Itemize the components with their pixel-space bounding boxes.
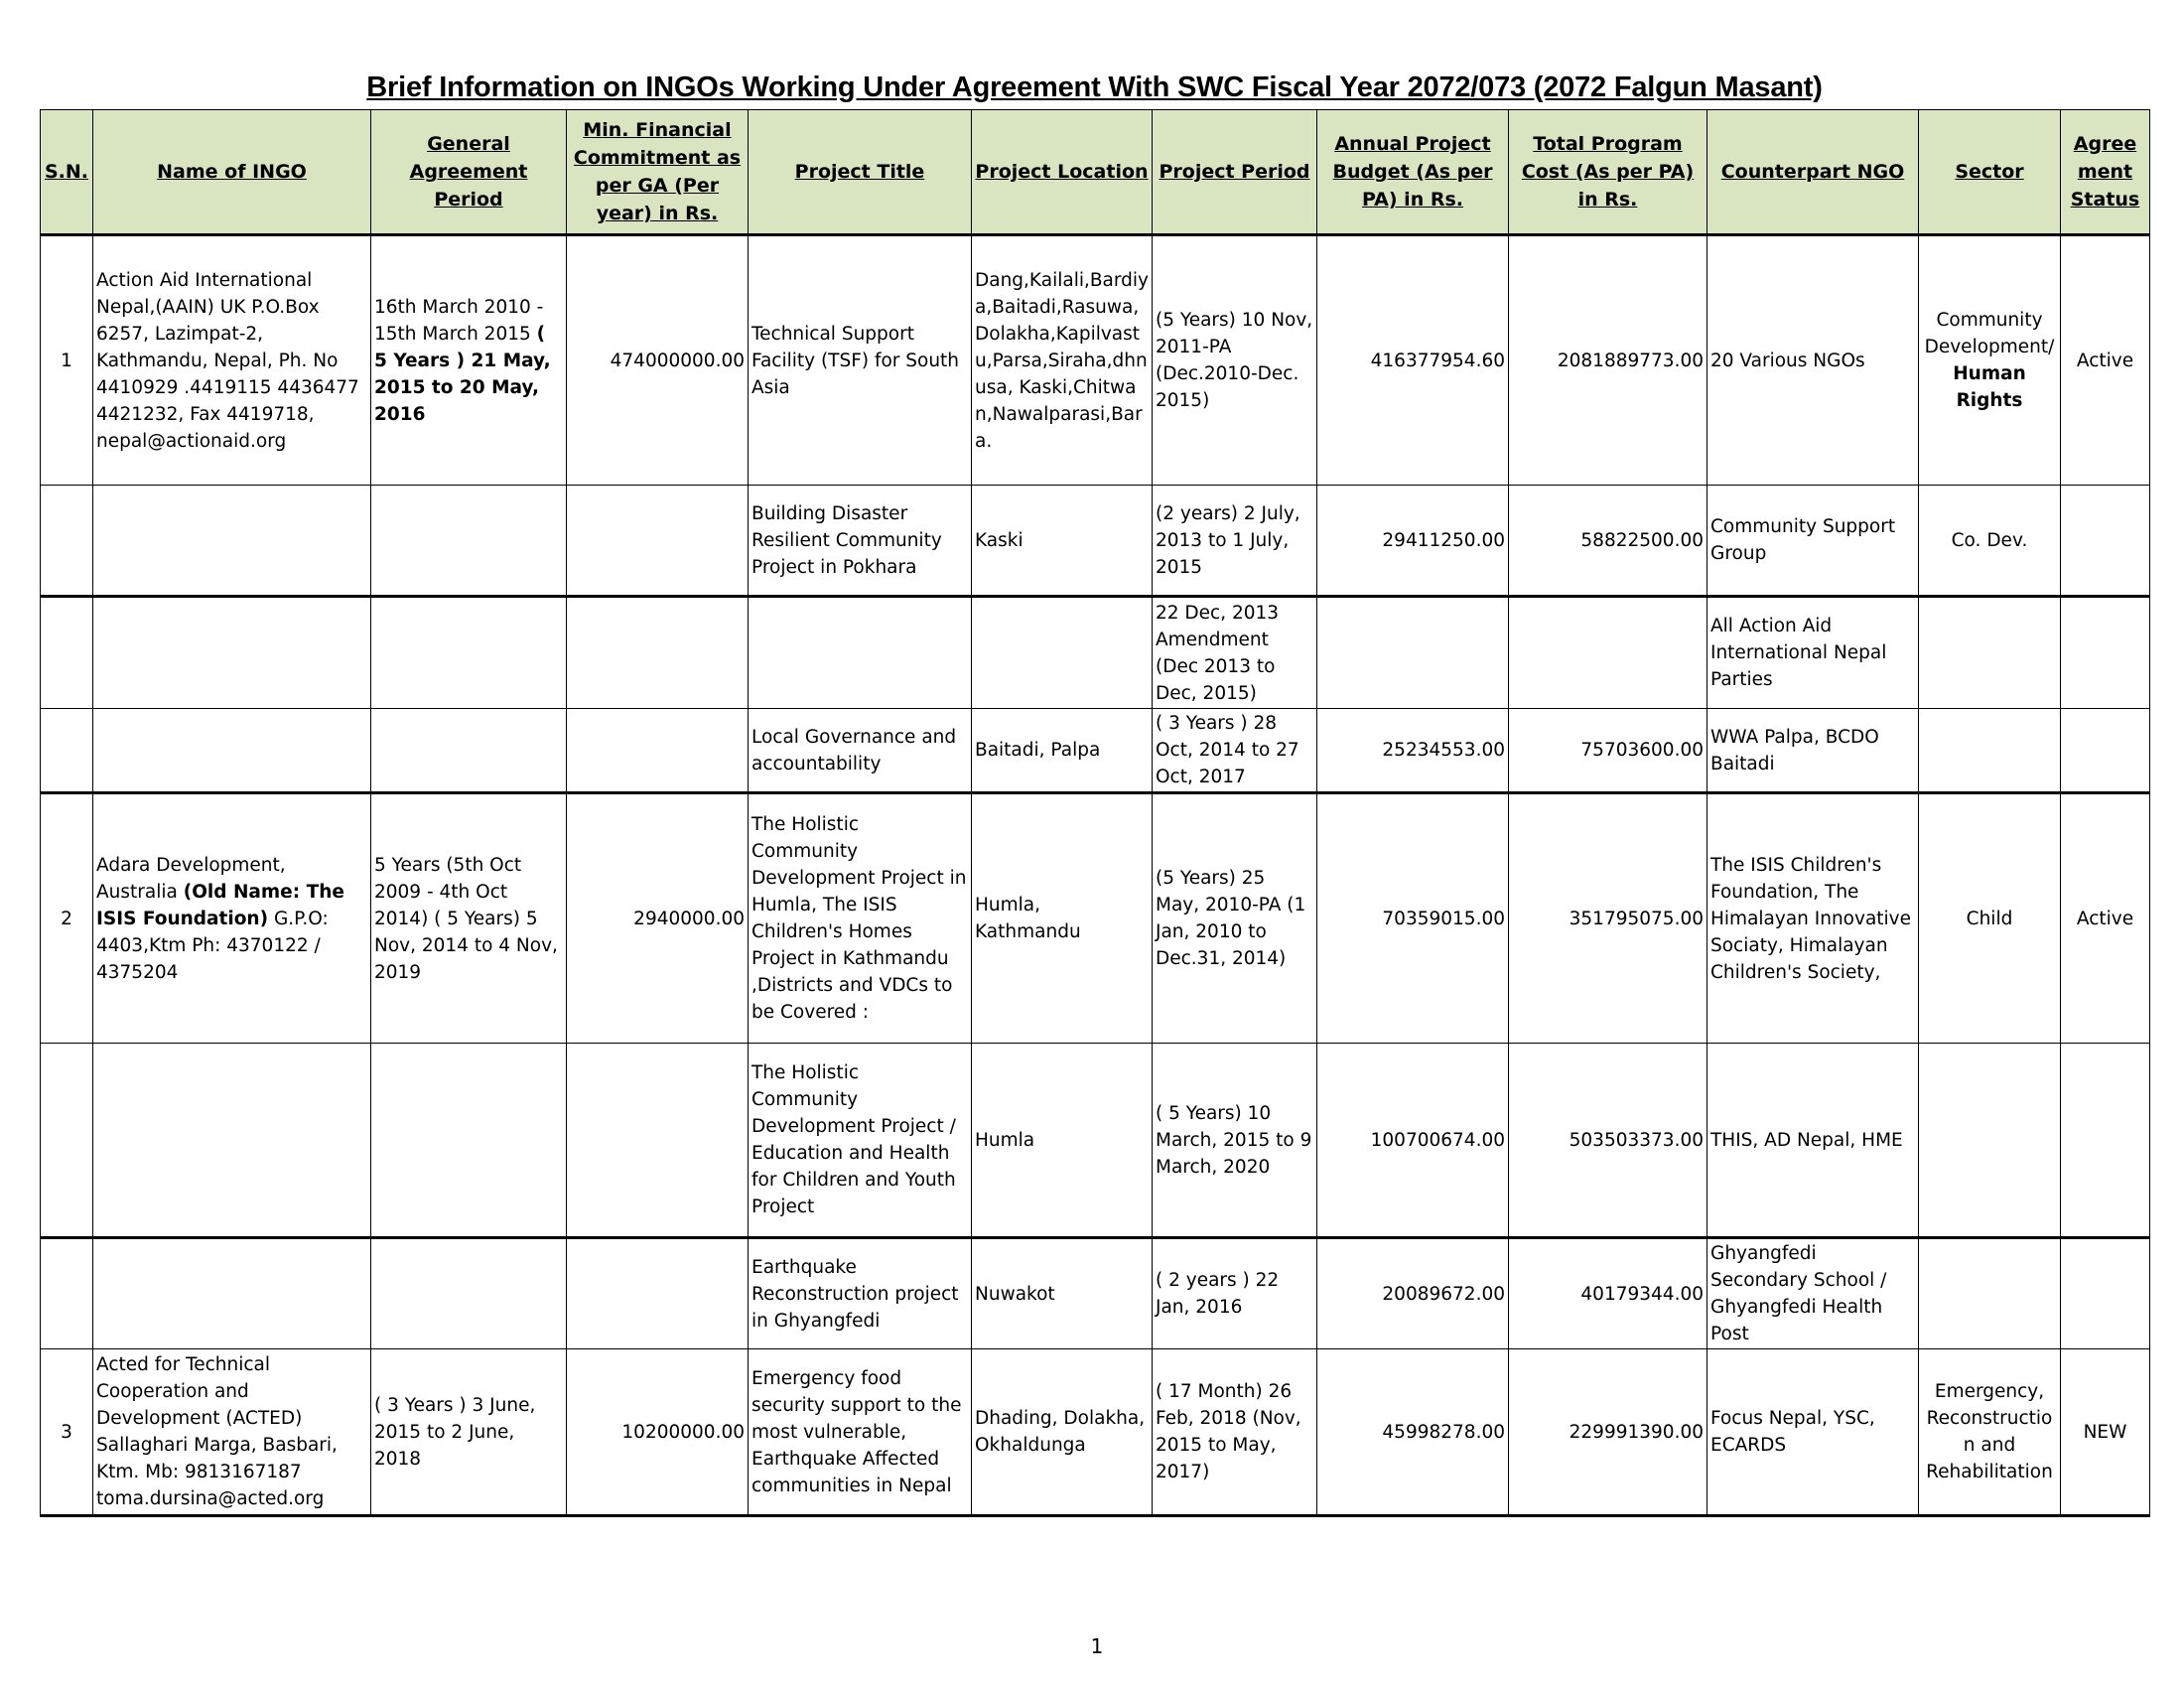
table-row xyxy=(41,1349,2150,1516)
cell-project-title: Emergency food security support to the most vulnerable, Earthquake Affected communities in Nepal xyxy=(749,1349,972,1516)
cell-name xyxy=(93,793,371,1044)
cell-counterpart: Community Support Group xyxy=(1707,486,1919,597)
cell-annual-budget: 20089672.00 xyxy=(1317,1238,1509,1349)
table-row xyxy=(41,235,2150,486)
sector-text: Community Development/ xyxy=(1924,310,2055,357)
cell-min-commitment: 10200000.00 xyxy=(567,1349,749,1516)
table-row xyxy=(41,709,2150,793)
cell-counterpart: The ISIS Children's Foundation, The Himalayan Innovative Sociaty, Himalayan Children's Society, xyxy=(1707,793,1919,1044)
cell-ga-period xyxy=(371,597,567,709)
cell-status xyxy=(2061,597,2150,709)
cell-min-commitment xyxy=(567,597,749,709)
cell-ga-period: 5 Years (5th Oct 2009 - 4th Oct 2014) ( 5 Years) 5 Nov, 2014 to 4 Nov, 2019 xyxy=(371,793,567,1044)
cell-total-cost: 229991390.00 xyxy=(1509,1349,1707,1516)
header-project-period: Project Period xyxy=(1153,110,1317,235)
name-text: Adara Development, Australia xyxy=(96,854,286,903)
cell-ga-period: ( 3 Years ) 3 June, 2015 to 2 June, 2018 xyxy=(371,1349,567,1516)
header-annual-budget: Annual Project Budget (As per PA) in Rs. xyxy=(1317,110,1509,235)
name-tail: G.P.O: 4403,Ktm Ph: 4370122 / 4375204 xyxy=(96,908,329,983)
cell-project-title: The Holistic Community Development Project / Education and Health for Children and Youth Project xyxy=(749,1044,972,1238)
cell-min-commitment xyxy=(567,486,749,597)
cell-annual-budget: 70359015.00 xyxy=(1317,793,1509,1044)
table-row xyxy=(41,1044,2150,1238)
cell-total-cost: 58822500.00 xyxy=(1509,486,1707,597)
cell-project-period: 22 Dec, 2013 Amendment (Dec 2013 to Dec, 2015) xyxy=(1153,597,1317,709)
header-min-commitment: Min. Financial Commitment as per GA (Per year) in Rs. xyxy=(567,110,749,235)
cell-project-location: Baitadi, Palpa xyxy=(972,709,1153,793)
header-counterpart: Counterpart NGO xyxy=(1707,110,1919,235)
header-project-location: Project Location xyxy=(972,110,1153,235)
cell-total-cost: 503503373.00 xyxy=(1509,1044,1707,1238)
cell-name xyxy=(93,597,371,709)
cell-min-commitment xyxy=(567,1238,749,1349)
header-sn: S.N. xyxy=(41,110,93,235)
cell-project-location xyxy=(972,597,1153,709)
cell-project-period: ( 3 Years ) 28 Oct, 2014 to 27 Oct, 2017 xyxy=(1153,709,1317,793)
page-number: 1 xyxy=(1090,1634,1104,1658)
cell-project-title: Building Disaster Resilient Community Project in Pokhara xyxy=(749,486,972,597)
cell-name xyxy=(93,1044,371,1238)
document-title: Brief Information on INGOs Working Under Agreement With SWC Fiscal Year 2072/073 (2072 Falgun Masant) xyxy=(366,71,1823,103)
cell-project-period: (5 Years) 10 Nov, 2011-PA (Dec.2010-Dec. 2015) xyxy=(1153,235,1317,486)
cell-sector xyxy=(1919,1044,2061,1238)
cell-counterpart: Focus Nepal, YSC, ECARDS xyxy=(1707,1349,1919,1516)
cell-status: Active xyxy=(2061,235,2150,486)
cell-sector: Co. Dev. xyxy=(1919,486,2061,597)
name-bold: (Old Name: The ISIS Foundation) xyxy=(96,881,344,929)
cell-annual-budget xyxy=(1317,597,1509,709)
header-ga-period: General Agreement Period xyxy=(371,110,567,235)
cell-project-location: Humla, Kathmandu xyxy=(972,793,1153,1044)
ingo-table xyxy=(40,109,2150,1517)
cell-counterpart: Ghyangfedi Secondary School / Ghyangfedi Health Post xyxy=(1707,1238,1919,1349)
cell-min-commitment xyxy=(567,1044,749,1238)
header-status-line: Agree xyxy=(2073,133,2137,155)
cell-name xyxy=(93,1238,371,1349)
cell-project-title: The Holistic Community Development Project in Humla, The ISIS Children's Homes Project in Kathmandu ,Districts and VDCs to be Covered : xyxy=(749,793,972,1044)
cell-project-period: (2 years) 2 July, 2013 to 1 July, 2015 xyxy=(1153,486,1317,597)
cell-project-period: ( 17 Month) 26 Feb, 2018 (Nov, 2015 to May, 2017) xyxy=(1153,1349,1317,1516)
header-status xyxy=(2061,110,2150,235)
cell-sn xyxy=(41,1044,93,1238)
cell-min-commitment xyxy=(567,709,749,793)
cell-name: Action Aid International Nepal,(AAIN) UK P.O.Box 6257, Lazimpat-2, Kathmandu, Nepal, Ph. No 4410929 .4419115 4436477 4421232, Fax 4419718, nepal@actionaid.org xyxy=(93,235,371,486)
table-row xyxy=(41,597,2150,709)
ga-period-text: 16th March 2010 - 15th March 2015 xyxy=(374,296,544,345)
cell-project-title: Technical Support Facility (TSF) for South Asia xyxy=(749,235,972,486)
cell-name: Acted for Technical Cooperation and Development (ACTED) Sallaghari Marga, Basbari, Ktm. Mb: 9813167187 toma.dursina@acted.org xyxy=(93,1349,371,1516)
cell-status xyxy=(2061,709,2150,793)
cell-project-location: Dang,Kailali,Bardiya,Baitadi,Rasuwa,Dolakha,Kapilvastu,Parsa,Siraha,dhnusa, Kaski,Chitwan,Nawalparasi,Bara. xyxy=(972,235,1153,486)
cell-project-period: (5 Years) 25 May, 2010-PA (1 Jan, 2010 to Dec.31, 2014) xyxy=(1153,793,1317,1044)
cell-project-period: ( 5 Years) 10 March, 2015 to 9 March, 2020 xyxy=(1153,1044,1317,1238)
cell-ga-period xyxy=(371,486,567,597)
cell-status: NEW xyxy=(2061,1349,2150,1516)
cell-sector xyxy=(1919,597,2061,709)
cell-sn xyxy=(41,1238,93,1349)
cell-name xyxy=(93,486,371,597)
cell-total-cost: 2081889773.00 xyxy=(1509,235,1707,486)
cell-ga-period xyxy=(371,235,567,486)
cell-sector xyxy=(1919,235,2061,486)
cell-project-title xyxy=(749,597,972,709)
cell-annual-budget: 45998278.00 xyxy=(1317,1349,1509,1516)
cell-sector xyxy=(1919,709,2061,793)
table-row xyxy=(41,1238,2150,1349)
cell-sn: 3 xyxy=(41,1349,93,1516)
cell-sn xyxy=(41,709,93,793)
table-row xyxy=(41,793,2150,1044)
cell-ga-period xyxy=(371,1238,567,1349)
cell-counterpart: All Action Aid International Nepal Parties xyxy=(1707,597,1919,709)
cell-annual-budget: 25234553.00 xyxy=(1317,709,1509,793)
cell-counterpart: THIS, AD Nepal, HME xyxy=(1707,1044,1919,1238)
cell-ga-period xyxy=(371,709,567,793)
header-status-line: ment xyxy=(2077,161,2133,183)
cell-name xyxy=(93,709,371,793)
cell-project-location: Dhading, Dolakha, Okhaldunga xyxy=(972,1349,1153,1516)
table-row xyxy=(41,486,2150,597)
cell-sn xyxy=(41,486,93,597)
cell-sn: 2 xyxy=(41,793,93,1044)
cell-sector xyxy=(1919,1238,2061,1349)
cell-status xyxy=(2061,1238,2150,1349)
cell-project-location: Nuwakot xyxy=(972,1238,1153,1349)
cell-project-location: Humla xyxy=(972,1044,1153,1238)
header-project-title: Project Title xyxy=(749,110,972,235)
header-sector: Sector xyxy=(1919,110,2061,235)
cell-sector: Emergency, Reconstruction and Rehabilitation xyxy=(1919,1349,2061,1516)
ga-period-bold: ( 5 Years ) 21 May, 2015 to 20 May, 2016 xyxy=(374,323,551,425)
cell-annual-budget: 29411250.00 xyxy=(1317,486,1509,597)
cell-status xyxy=(2061,1044,2150,1238)
cell-sn: 1 xyxy=(41,235,93,486)
cell-total-cost xyxy=(1509,597,1707,709)
cell-sector: Child xyxy=(1919,793,2061,1044)
cell-annual-budget: 100700674.00 xyxy=(1317,1044,1509,1238)
header-name: Name of INGO xyxy=(93,110,371,235)
header-status-line: Status xyxy=(2070,189,2140,211)
sector-bold: Human Rights xyxy=(1953,363,2026,411)
cell-status xyxy=(2061,486,2150,597)
cell-counterpart: 20 Various NGOs xyxy=(1707,235,1919,486)
cell-min-commitment: 474000000.00 xyxy=(567,235,749,486)
cell-min-commitment: 2940000.00 xyxy=(567,793,749,1044)
cell-project-period: ( 2 years ) 22 Jan, 2016 xyxy=(1153,1238,1317,1349)
cell-total-cost: 351795075.00 xyxy=(1509,793,1707,1044)
cell-counterpart: WWA Palpa, BCDO Baitadi xyxy=(1707,709,1919,793)
cell-project-title: Local Governance and accountability xyxy=(749,709,972,793)
cell-ga-period xyxy=(371,1044,567,1238)
cell-sn xyxy=(41,597,93,709)
cell-annual-budget: 416377954.60 xyxy=(1317,235,1509,486)
cell-total-cost: 40179344.00 xyxy=(1509,1238,1707,1349)
header-total-cost: Total Program Cost (As per PA) in Rs. xyxy=(1509,110,1707,235)
cell-project-title: Earthquake Reconstruction project in Ghyangfedi xyxy=(749,1238,972,1349)
cell-project-location: Kaski xyxy=(972,486,1153,597)
cell-status: Active xyxy=(2061,793,2150,1044)
cell-total-cost: 75703600.00 xyxy=(1509,709,1707,793)
